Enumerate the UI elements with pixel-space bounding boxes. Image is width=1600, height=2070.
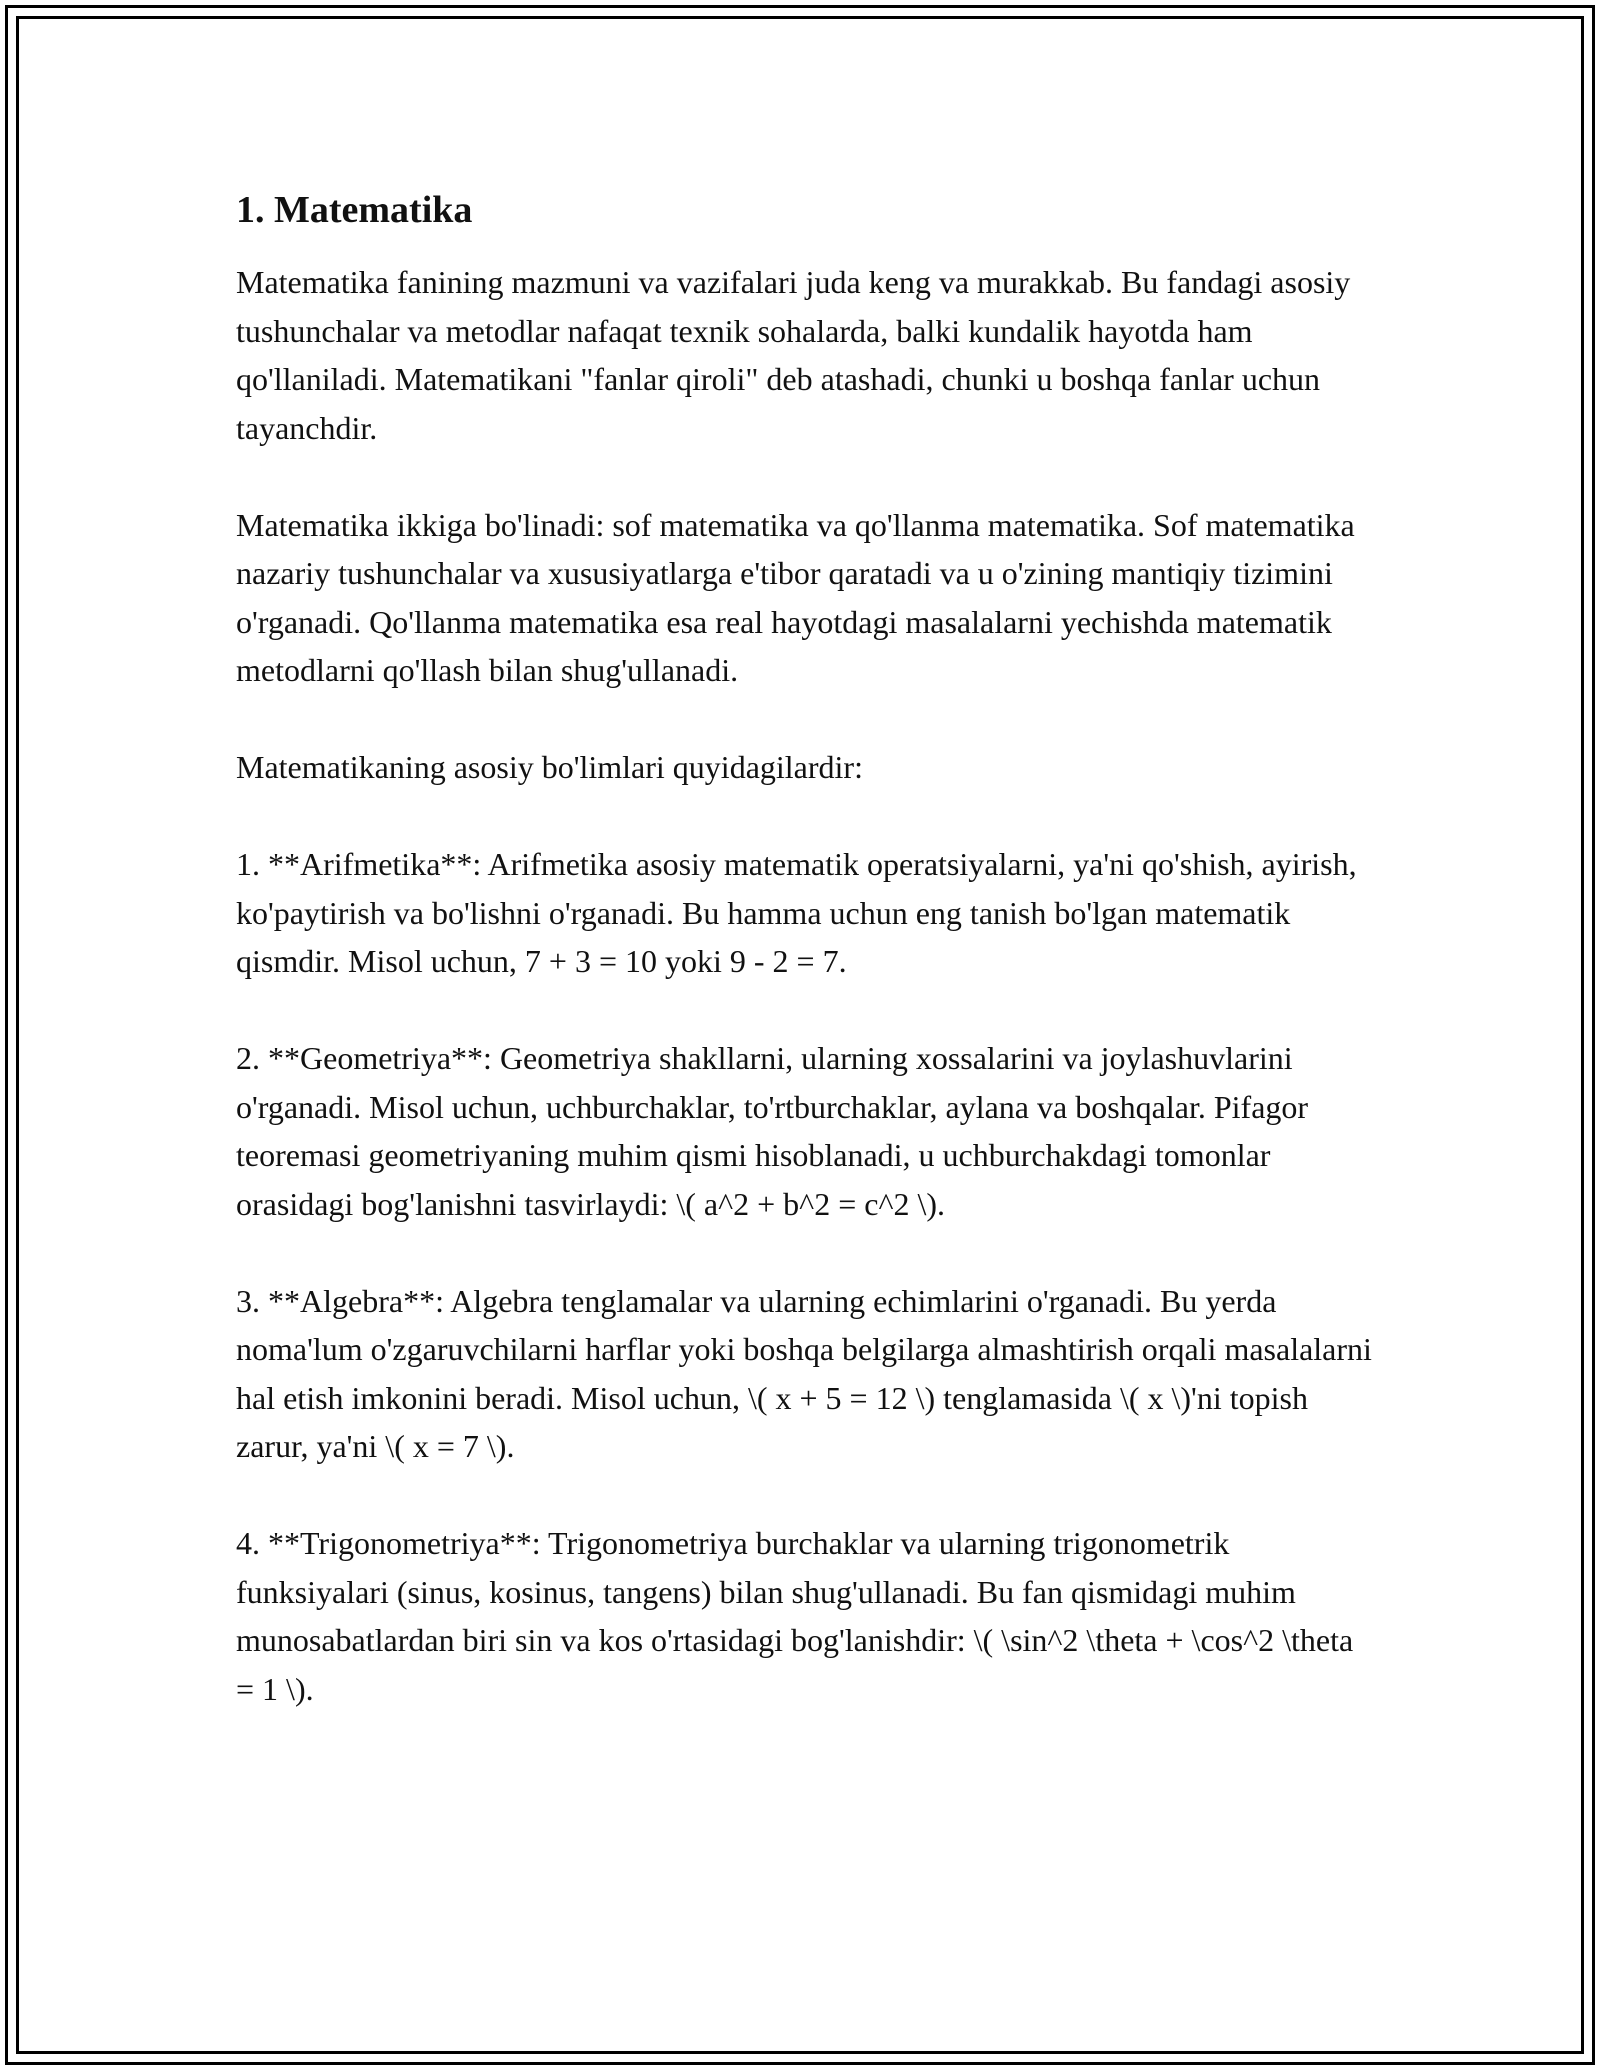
section-heading: 1. Matematika — [236, 189, 473, 231]
algebra-paragraph: 3. **Algebra**: Algebra tenglamalar va ularning echimlarini o'rganadi. Bu yerda noma'lum o'zgaruvchilarni harflar yoki boshqa belgilarga almashtirish orqali masalalarni hal etish imkonini beradi. Misol uchun, \( x + 5 = 12 \) tenglamasida \( x \)'ni topish zarur, ya'ni \( x = 7 \). — [236, 1282, 1372, 1464]
arithmetic-paragraph: 1. **Arifmetika**: Arifmetika asosiy matematik operatsiyalarni, ya'ni qo'shish, ayirish, ko'paytirish va bo'lishni o'rganadi. Bu hamma uchun eng tanish bo'lgan matematik qismdir. Misol uchun, 7 + 3 = 10 yoki 9 - 2 = 7. — [236, 846, 1357, 979]
trigonometry-paragraph: 4. **Trigonometriya**: Trigonometriya burchaklar va ularning trigonometrik funksiyalari (sinus, kosinus, tangens) bilan shug'ullanadi. Bu fan qismidagi muhim munosabatlardan biri sin va kos o'rtasidagi bog'lanishdir: \( \sin^2 \theta + \cos^2 \theta = 1 \). — [236, 1525, 1354, 1707]
intro-paragraph: Matematika fanining mazmuni va vazifalari juda keng va murakkab. Bu fandagi asosiy tushunchalar va metodlar nafaqat texnik sohalarda, balki kundalik hayotda ham qo'llaniladi. Matematikani "fanlar qiroli" deb atashadi, chunki u boshqa fanlar uchun tayanchdir. — [236, 264, 1351, 446]
branches-intro-paragraph: Matematikaning asosiy bo'limlari quyidagilardir: — [236, 749, 863, 785]
document-body — [236, 186, 1376, 1762]
geometry-paragraph: 2. **Geometriya**: Geometriya shakllarni, ularning xossalarini va joylashuvlarini o'rganadi. Misol uchun, uchburchaklar, to'rtburchaklar, aylana va boshqalar. Pifagor teoremasi geometriyaning muhim qismi hisoblanadi, u uchburchakdagi tomonlar orasidagi bog'lanishni tasvirlaydi: \( a^2 + b^2 = c^2 \). — [236, 1040, 1309, 1222]
division-paragraph: Matematika ikkiga bo'linadi: sof matematika va qo'llanma matematika. Sof matematika nazariy tushunchalar va xususiyatlarga e'tibor qaratadi va u o'zining mantiqiy tizimini o'rganadi. Qo'llanma matematika esa real hayotdagi masalalarni yechishda matematik metodlarni qo'llash bilan shug'ullanadi. — [236, 506, 1355, 688]
